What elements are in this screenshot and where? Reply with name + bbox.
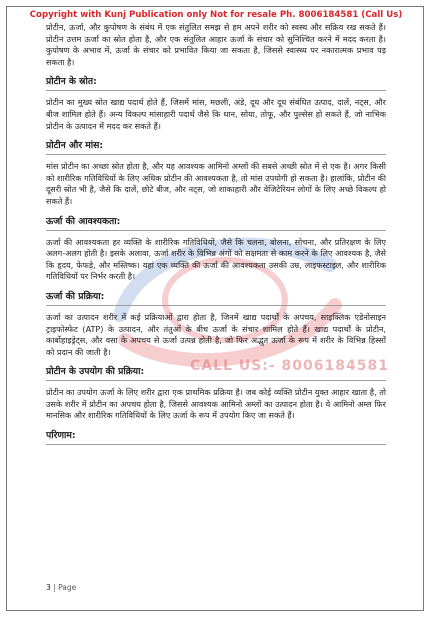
- section-heading-energy-process: ऊर्जा की प्रक्रिया:: [46, 291, 386, 306]
- paragraph-protein-usage-process: प्रोटीन का उपयोग ऊर्जा के लिए शरीर द्वारा एक प्राथमिक प्रक्रिया है। जब कोई व्यक्ति प्रोटीन युक्त आहार खाता है, तो उसके शरीर में प्रोटीन का अपचय होता है, जिससे आवश्यक आमिनो अम्लों का उत्पादन होता है। ये आमिनो अम्ल फिर मानसिक और शारीरिक गतिविधियों के लिए ऊर्जा के रूप में उपयोग किए जा सकते हैं।: [46, 387, 386, 421]
- page-label: Page: [58, 583, 77, 592]
- section-heading-protein-and-meat: प्रोटीन और मांस:: [46, 140, 386, 155]
- section-heading-results: परिणाम:: [46, 430, 386, 445]
- section-heading-energy-requirement: ऊर्जा की आवश्यकता:: [46, 216, 386, 231]
- section-heading-protein-sources: प्रोटीन के स्रोत:: [46, 76, 386, 91]
- paragraph-protein-sources: प्रोटीन का मुख्य स्रोत खाद्य पदार्थ होते हैं, जिसमें मांस, मछली, अंडे, दूध और दूध संबंधित उत्पाद, दालें, नट्स, और बीज शामिल होते हैं। अन्य विकल्प मांसाहारी पदार्थ जैसे कि धान, सोया, तोफू, और पुल्सेस हो सकते हैं, जो नाभिक प्रोटीन के उत्पादन में मदद कर सकते हैं।: [46, 97, 386, 131]
- page-footer: [46, 583, 76, 592]
- watermark-phone-text: CALL US:- 8006184581: [190, 358, 389, 374]
- document-body: [46, 22, 386, 451]
- page-number: 3: [46, 583, 51, 592]
- intro-paragraph: प्रोटीन, ऊर्जा, और कुपोषण के संबंध में एक संतुलित समझ से हम अपने शरीर को स्वस्थ और सक्रिय रख सकते हैं। प्रोटीन उत्तम ऊर्जा का स्रोत होता है, और एक संतुलित आहार ऊर्जा के संचार को सुनिश्चित करने में मदद करता है। कुपोषण के अभाव में, ऊर्जा के संचार को प्रभावित किया जा सकता है, जिससे स्वास्थ्य पर नकारात्मक प्रभाव पड़ सकता है।: [46, 22, 386, 67]
- copyright-header: Copyright with Kunj Publication only Not for resale Ph. 8006184581 (Call Us): [29, 10, 403, 20]
- paragraph-energy-requirement: ऊर्जा की आवश्यकता हर व्यक्ति के शारीरिक गतिविधियों, जैसे कि चलना, बोलना, सोचना, और प्रतिरक्षण के लिए अलग-अलग होती है। इसके अलावा, ऊर्जा शरीर के विभिन्न अंगों को सक्षमता से काम करने के लिए आवश्यक है, जैसे कि हृदय, फेफड़े, और मस्तिष्क। यहां एक व्यक्ति की ऊर्जा की आवश्यकता उसकी उम्र, लाइफस्टाइल, और शारीरिक गतिविधियों पर निर्भर करती है।: [46, 236, 386, 282]
- footer-separator: |: [50, 583, 59, 592]
- section-heading-protein-usage-process: प्रोटीन के उपयोग की प्रक्रिया:: [46, 366, 386, 381]
- paragraph-protein-and-meat: मांस प्रोटीन का अच्छा स्रोत होता है, और यह आवश्यक आमिनो अम्लों की सबसे अच्छी स्रोत में से एक है। अगर किसी को शारीरिक गतिविधियों के लिए अधिक प्रोटीन की आवश्यकता है, तो मांस उपयोगी हो सकता है। हालांकि, प्रोटीन की दूसरी स्रोत भी है, जैसे कि दालें, छोटे बीज, और नट्स, जो शाकाहारी और वेजिटेरियन लोगों के लिए अच्छे विकल्प हो सकते हैं।: [46, 161, 386, 206]
- paragraph-energy-process: ऊर्जा का उत्पादन शरीर में कई प्रक्रियाओं द्वारा होता है, जिनमें खाद्य पदार्थों के अपचय, साइक्लिक एडेनोसाइन ट्राइफोस्फेट (ATP) के उत्पादन, और तंतुओं के बीच ऊर्जा के संचार शामिल होते हैं। खाद्य पदार्थों के प्रोटीन, कार्बोहाइड्रेट्स, और वसा के अपचय से ऊर्जा उत्पन्न होती है, जो फिर अद्भुत ऊर्जा के रूप में शरीर के विभिन्न हिस्सों को प्रदान की जाती है।: [46, 311, 386, 357]
